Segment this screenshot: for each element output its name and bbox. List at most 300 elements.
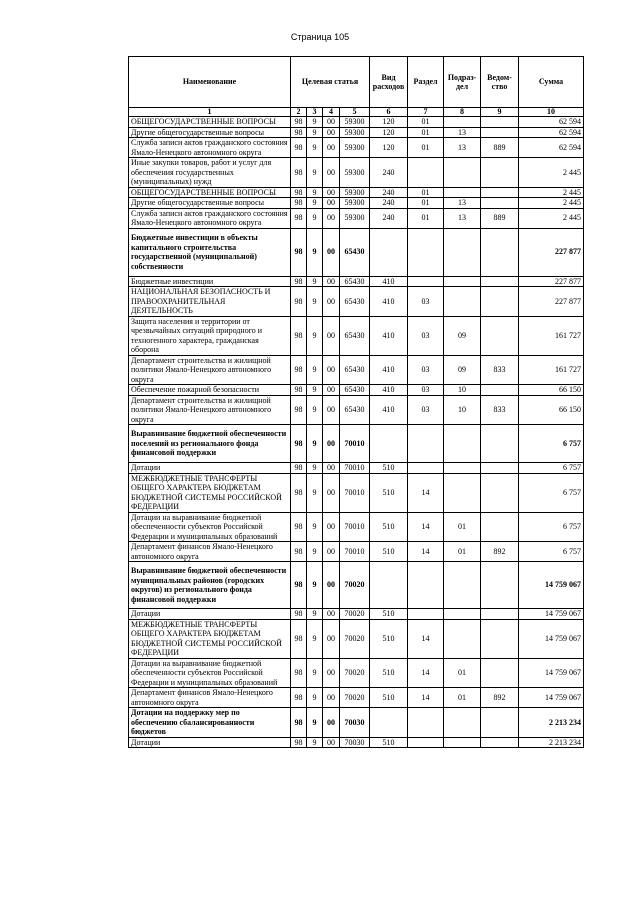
row-vedomstvo-cell (481, 473, 519, 512)
row-vid-cell (370, 425, 408, 463)
row-razdel-cell: 03 (408, 385, 444, 396)
page-number-label: Страница 105 (290, 32, 350, 42)
row-podrazdel-cell (444, 276, 481, 287)
header-name: Наименование (129, 57, 291, 108)
table-row (129, 425, 584, 463)
row-vid-cell (370, 708, 408, 738)
row-razdel-cell: 03 (408, 316, 444, 355)
row-code-cell: 98 (291, 198, 307, 209)
row-name-cell: Иные закупки товаров, работ и услуг для обеспечения государственных (муниципальных) нужд (129, 158, 291, 188)
table-row (129, 187, 584, 198)
row-code-cell: 00 (323, 316, 340, 355)
row-code-cell: 98 (291, 425, 307, 463)
row-code-cell: 98 (291, 187, 307, 198)
row-podrazdel-cell (444, 463, 481, 474)
row-sum-cell: 62 594 (519, 138, 584, 158)
row-code-cell: 9 (307, 708, 323, 738)
row-code-cell: 98 (291, 316, 307, 355)
row-code-cell: 70010 (340, 425, 370, 463)
row-razdel-cell: 01 (408, 187, 444, 198)
row-code-cell: 70010 (340, 512, 370, 542)
row-razdel-cell: 03 (408, 355, 444, 385)
header-row (129, 57, 584, 108)
row-code-cell: 70020 (340, 688, 370, 708)
row-code-cell: 00 (323, 463, 340, 474)
row-vid-cell: 410 (370, 355, 408, 385)
row-vid-cell: 410 (370, 385, 408, 396)
column-number: 9 (481, 108, 519, 117)
row-vid-cell: 410 (370, 276, 408, 287)
row-code-cell: 70010 (340, 473, 370, 512)
row-code-cell: 00 (323, 287, 340, 317)
row-razdel-cell (408, 158, 444, 188)
row-sum-cell: 6 757 (519, 512, 584, 542)
row-sum-cell: 227 877 (519, 287, 584, 317)
row-code-cell: 9 (307, 395, 323, 425)
row-vedomstvo-cell (481, 463, 519, 474)
row-name-cell: Дотации на выравнивание бюджетной обеспеченности субъектов Российской Федерации и муниципальных образований (129, 512, 291, 542)
row-sum-cell: 66 150 (519, 395, 584, 425)
header-podrazdel: Подраз-дел (444, 57, 481, 108)
row-name-cell: Выравнивание бюджетной обеспеченности поселений из регионального фонда финансовой поддержки (129, 425, 291, 463)
row-sum-cell: 2 445 (519, 158, 584, 188)
row-code-cell: 98 (291, 127, 307, 138)
row-podrazdel-cell (444, 228, 481, 276)
row-code-cell: 00 (323, 187, 340, 198)
row-code-cell: 70020 (340, 562, 370, 609)
table-row (129, 688, 584, 708)
row-vid-cell: 510 (370, 463, 408, 474)
row-name-cell: Бюджетные инвестиции (129, 276, 291, 287)
row-razdel-cell (408, 463, 444, 474)
row-vid-cell: 410 (370, 287, 408, 317)
row-podrazdel-cell: 01 (444, 688, 481, 708)
row-code-cell: 00 (323, 385, 340, 396)
row-razdel-cell (408, 708, 444, 738)
table-row (129, 208, 584, 228)
row-sum-cell: 14 759 067 (519, 619, 584, 658)
row-code-cell: 65430 (340, 395, 370, 425)
column-number: 8 (444, 108, 481, 117)
row-code-cell: 98 (291, 287, 307, 317)
row-podrazdel-cell: 10 (444, 385, 481, 396)
header-vid: Вид расходов (370, 57, 408, 108)
row-code-cell: 59300 (340, 117, 370, 128)
row-vedomstvo-cell: 892 (481, 688, 519, 708)
row-razdel-cell (408, 228, 444, 276)
row-code-cell: 00 (323, 228, 340, 276)
row-sum-cell: 161 727 (519, 355, 584, 385)
row-code-cell: 9 (307, 658, 323, 688)
row-code-cell: 00 (323, 117, 340, 128)
row-sum-cell: 66 150 (519, 385, 584, 396)
row-sum-cell: 14 759 067 (519, 562, 584, 609)
row-podrazdel-cell (444, 187, 481, 198)
row-podrazdel-cell: 13 (444, 208, 481, 228)
row-code-cell: 70030 (340, 708, 370, 738)
row-code-cell: 70020 (340, 609, 370, 620)
row-name-cell: Департамент финансов Ямало-Ненецкого автономного округа (129, 542, 291, 562)
row-name-cell: Служба записи актов гражданского состояния Ямало-Ненецкого автономного округа (129, 138, 291, 158)
row-name-cell: ОБЩЕГОСУДАРСТВЕННЫЕ ВОПРОСЫ (129, 117, 291, 128)
row-code-cell: 00 (323, 562, 340, 609)
table-row (129, 117, 584, 128)
row-code-cell: 70020 (340, 658, 370, 688)
row-vedomstvo-cell (481, 385, 519, 396)
row-razdel-cell: 14 (408, 512, 444, 542)
row-code-cell: 98 (291, 658, 307, 688)
row-vid-cell: 240 (370, 208, 408, 228)
row-code-cell: 9 (307, 158, 323, 188)
row-vedomstvo-cell (481, 619, 519, 658)
row-code-cell: 9 (307, 512, 323, 542)
column-number: 6 (370, 108, 408, 117)
table-row (129, 512, 584, 542)
row-code-cell: 9 (307, 385, 323, 396)
header-razdel: Раздел (408, 57, 444, 108)
row-code-cell: 00 (323, 208, 340, 228)
row-name-cell: Дотации (129, 609, 291, 620)
table-row (129, 127, 584, 138)
row-code-cell: 9 (307, 355, 323, 385)
row-name-cell: Дотации (129, 463, 291, 474)
table-row (129, 198, 584, 209)
row-podrazdel-cell (444, 425, 481, 463)
row-razdel-cell: 01 (408, 138, 444, 158)
header-target: Целевая статья (291, 57, 370, 108)
row-code-cell: 9 (307, 187, 323, 198)
table-row (129, 619, 584, 658)
row-sum-cell: 14 759 067 (519, 688, 584, 708)
row-code-cell: 00 (323, 619, 340, 658)
row-code-cell: 00 (323, 425, 340, 463)
row-code-cell: 59300 (340, 187, 370, 198)
row-razdel-cell: 01 (408, 127, 444, 138)
column-number: 10 (519, 108, 584, 117)
row-podrazdel-cell: 09 (444, 355, 481, 385)
column-number: 7 (408, 108, 444, 117)
row-podrazdel-cell: 09 (444, 316, 481, 355)
row-code-cell: 98 (291, 562, 307, 609)
row-code-cell: 9 (307, 619, 323, 658)
row-code-cell: 00 (323, 658, 340, 688)
row-code-cell: 59300 (340, 198, 370, 209)
row-name-cell: Департамент финансов Ямало-Ненецкого автономного округа (129, 688, 291, 708)
row-code-cell: 65430 (340, 228, 370, 276)
row-sum-cell: 2 445 (519, 187, 584, 198)
row-sum-cell: 6 757 (519, 473, 584, 512)
row-code-cell: 9 (307, 276, 323, 287)
row-code-cell: 98 (291, 395, 307, 425)
row-vid-cell: 120 (370, 138, 408, 158)
table-row (129, 158, 584, 188)
row-vid-cell: 240 (370, 187, 408, 198)
row-name-cell: МЕЖБЮДЖЕТНЫЕ ТРАНСФЕРТЫ ОБЩЕГО ХАРАКТЕРА БЮДЖЕТАМ БЮДЖЕТНОЙ СИСТЕМЫ РОССИЙСКОЙ ФЕДЕРАЦИИ (129, 473, 291, 512)
row-razdel-cell: 01 (408, 117, 444, 128)
row-code-cell: 98 (291, 355, 307, 385)
row-podrazdel-cell: 10 (444, 395, 481, 425)
row-name-cell: Другие общегосударственные вопросы (129, 198, 291, 209)
row-vedomstvo-cell (481, 316, 519, 355)
row-vid-cell: 120 (370, 117, 408, 128)
row-sum-cell: 2 445 (519, 208, 584, 228)
row-name-cell: Защита населения и территории от чрезвычайных ситуаций природного и техногенного характера, гражданская оборона (129, 316, 291, 355)
row-name-cell: МЕЖБЮДЖЕТНЫЕ ТРАНСФЕРТЫ ОБЩЕГО ХАРАКТЕРА БЮДЖЕТАМ БЮДЖЕТНОЙ СИСТЕМЫ РОССИЙСКОЙ ФЕДЕРАЦИИ (129, 619, 291, 658)
row-code-cell: 9 (307, 287, 323, 317)
row-code-cell: 00 (323, 276, 340, 287)
row-sum-cell: 2 213 234 (519, 708, 584, 738)
row-podrazdel-cell (444, 117, 481, 128)
table-row (129, 542, 584, 562)
row-code-cell: 98 (291, 228, 307, 276)
row-razdel-cell (408, 737, 444, 748)
row-vedomstvo-cell (481, 737, 519, 748)
row-razdel-cell: 14 (408, 473, 444, 512)
row-code-cell: 9 (307, 562, 323, 609)
row-code-cell: 9 (307, 316, 323, 355)
row-razdel-cell: 14 (408, 619, 444, 658)
row-podrazdel-cell (444, 562, 481, 609)
row-code-cell: 00 (323, 688, 340, 708)
budget-table (128, 56, 584, 748)
row-vedomstvo-cell: 833 (481, 355, 519, 385)
row-razdel-cell (408, 276, 444, 287)
row-name-cell: Департамент строительства и жилищной политики Ямало-Ненецкого автономного округа (129, 395, 291, 425)
row-code-cell: 9 (307, 208, 323, 228)
row-vedomstvo-cell (481, 198, 519, 209)
row-name-cell: Дотации (129, 737, 291, 748)
row-code-cell: 98 (291, 708, 307, 738)
row-code-cell: 00 (323, 473, 340, 512)
row-name-cell: Другие общегосударственные вопросы (129, 127, 291, 138)
table-row (129, 287, 584, 317)
column-number: 5 (340, 108, 370, 117)
row-sum-cell: 6 757 (519, 425, 584, 463)
row-vid-cell (370, 228, 408, 276)
row-sum-cell: 2 213 234 (519, 737, 584, 748)
row-code-cell: 9 (307, 425, 323, 463)
table-row (129, 658, 584, 688)
row-razdel-cell: 14 (408, 658, 444, 688)
row-vid-cell: 120 (370, 127, 408, 138)
table-row (129, 463, 584, 474)
row-sum-cell: 6 757 (519, 463, 584, 474)
row-code-cell: 00 (323, 708, 340, 738)
table-row (129, 138, 584, 158)
row-razdel-cell (408, 425, 444, 463)
row-code-cell: 70030 (340, 737, 370, 748)
row-razdel-cell: 03 (408, 395, 444, 425)
header-summa: Сумма (519, 57, 584, 108)
row-code-cell: 00 (323, 158, 340, 188)
row-vedomstvo-cell (481, 609, 519, 620)
row-code-cell: 98 (291, 158, 307, 188)
row-vedomstvo-cell: 892 (481, 542, 519, 562)
row-vid-cell: 240 (370, 158, 408, 188)
row-code-cell: 9 (307, 542, 323, 562)
row-code-cell: 9 (307, 138, 323, 158)
table-row (129, 562, 584, 609)
row-name-cell: Департамент строительства и жилищной политики Ямало-Ненецкого автономного округа (129, 355, 291, 385)
row-code-cell: 9 (307, 117, 323, 128)
row-razdel-cell (408, 562, 444, 609)
row-code-cell: 00 (323, 542, 340, 562)
row-code-cell: 9 (307, 609, 323, 620)
row-podrazdel-cell: 13 (444, 138, 481, 158)
row-name-cell: Дотации на поддержку мер по обеспечению сбалансированности бюджетов (129, 708, 291, 738)
row-podrazdel-cell (444, 609, 481, 620)
row-podrazdel-cell (444, 158, 481, 188)
row-vedomstvo-cell (481, 158, 519, 188)
row-vedomstvo-cell (481, 228, 519, 276)
row-code-cell: 59300 (340, 127, 370, 138)
row-podrazdel-cell (444, 473, 481, 512)
row-podrazdel-cell: 01 (444, 542, 481, 562)
row-code-cell: 98 (291, 117, 307, 128)
row-sum-cell: 14 759 067 (519, 658, 584, 688)
row-sum-cell: 62 594 (519, 127, 584, 138)
row-code-cell: 98 (291, 688, 307, 708)
row-vid-cell: 240 (370, 198, 408, 209)
row-name-cell: Служба записи актов гражданского состояния Ямало-Ненецкого автономного округа (129, 208, 291, 228)
row-code-cell: 59300 (340, 158, 370, 188)
row-code-cell: 00 (323, 395, 340, 425)
row-sum-cell: 2 445 (519, 198, 584, 209)
table-row (129, 395, 584, 425)
row-razdel-cell (408, 609, 444, 620)
row-podrazdel-cell: 13 (444, 198, 481, 209)
table-row (129, 316, 584, 355)
row-podrazdel-cell (444, 708, 481, 738)
row-vid-cell: 510 (370, 473, 408, 512)
row-code-cell: 98 (291, 542, 307, 562)
row-vid-cell: 510 (370, 542, 408, 562)
row-code-cell: 98 (291, 463, 307, 474)
row-code-cell: 9 (307, 463, 323, 474)
row-podrazdel-cell: 01 (444, 658, 481, 688)
row-sum-cell: 227 877 (519, 276, 584, 287)
row-vedomstvo-cell (481, 117, 519, 128)
column-number-row (129, 108, 584, 117)
row-razdel-cell: 01 (408, 208, 444, 228)
row-code-cell: 9 (307, 198, 323, 209)
row-code-cell: 70010 (340, 463, 370, 474)
row-name-cell: ОБЩЕГОСУДАРСТВЕННЫЕ ВОПРОСЫ (129, 187, 291, 198)
row-vedomstvo-cell: 889 (481, 138, 519, 158)
row-code-cell: 65430 (340, 276, 370, 287)
row-vedomstvo-cell (481, 287, 519, 317)
table-row (129, 355, 584, 385)
row-code-cell: 9 (307, 127, 323, 138)
row-code-cell: 00 (323, 609, 340, 620)
row-code-cell: 98 (291, 609, 307, 620)
row-code-cell: 65430 (340, 385, 370, 396)
row-vid-cell: 410 (370, 316, 408, 355)
row-sum-cell: 227 877 (519, 228, 584, 276)
table-row (129, 708, 584, 738)
row-sum-cell: 14 759 067 (519, 609, 584, 620)
row-vedomstvo-cell (481, 425, 519, 463)
row-podrazdel-cell: 13 (444, 127, 481, 138)
row-code-cell: 00 (323, 737, 340, 748)
row-code-cell: 65430 (340, 355, 370, 385)
row-vedomstvo-cell (481, 187, 519, 198)
row-code-cell: 00 (323, 512, 340, 542)
column-number: 4 (323, 108, 340, 117)
column-number: 2 (291, 108, 307, 117)
row-vid-cell: 510 (370, 688, 408, 708)
row-sum-cell: 62 594 (519, 117, 584, 128)
row-vid-cell: 510 (370, 658, 408, 688)
row-vid-cell: 410 (370, 395, 408, 425)
table-row (129, 385, 584, 396)
row-code-cell: 9 (307, 688, 323, 708)
row-vedomstvo-cell (481, 708, 519, 738)
row-vid-cell: 510 (370, 737, 408, 748)
table-row (129, 473, 584, 512)
row-vedomstvo-cell: 889 (481, 208, 519, 228)
row-razdel-cell: 01 (408, 198, 444, 209)
row-podrazdel-cell (444, 287, 481, 317)
row-code-cell: 98 (291, 473, 307, 512)
row-name-cell: Дотации на выравнивание бюджетной обеспеченности субъектов Российской Федерации и муниципальных образований (129, 658, 291, 688)
row-code-cell: 00 (323, 138, 340, 158)
budget-table-body (129, 117, 584, 748)
row-vedomstvo-cell (481, 276, 519, 287)
row-code-cell: 59300 (340, 208, 370, 228)
table-row (129, 737, 584, 748)
row-vid-cell: 510 (370, 609, 408, 620)
row-vedomstvo-cell (481, 562, 519, 609)
row-code-cell: 70010 (340, 542, 370, 562)
column-number: 1 (129, 108, 291, 117)
header-vedomstvo: Ведом-ство (481, 57, 519, 108)
row-name-cell: Выравнивание бюджетной обеспеченности муниципальных районов (городских округов) из регионального фонда финансовой поддержки (129, 562, 291, 609)
row-code-cell: 65430 (340, 316, 370, 355)
row-code-cell: 00 (323, 127, 340, 138)
row-code-cell: 9 (307, 737, 323, 748)
row-code-cell: 98 (291, 208, 307, 228)
row-vedomstvo-cell: 833 (481, 395, 519, 425)
row-code-cell: 9 (307, 473, 323, 512)
row-vid-cell (370, 562, 408, 609)
row-code-cell: 9 (307, 228, 323, 276)
row-razdel-cell: 14 (408, 542, 444, 562)
row-code-cell: 98 (291, 512, 307, 542)
row-code-cell: 59300 (340, 138, 370, 158)
row-vedomstvo-cell (481, 658, 519, 688)
row-code-cell: 98 (291, 619, 307, 658)
row-razdel-cell: 14 (408, 688, 444, 708)
row-vedomstvo-cell (481, 127, 519, 138)
row-code-cell: 98 (291, 385, 307, 396)
row-code-cell: 00 (323, 355, 340, 385)
table-row (129, 276, 584, 287)
row-razdel-cell: 03 (408, 287, 444, 317)
row-sum-cell: 6 757 (519, 542, 584, 562)
row-name-cell: Бюджетные инвестиции в объекты капитального строительства государственной (муниципальной) собственности (129, 228, 291, 276)
row-code-cell: 65430 (340, 287, 370, 317)
row-name-cell: Обеспечение пожарной безопасности (129, 385, 291, 396)
row-code-cell: 98 (291, 276, 307, 287)
row-code-cell: 98 (291, 737, 307, 748)
row-vid-cell: 510 (370, 512, 408, 542)
row-code-cell: 00 (323, 198, 340, 209)
row-name-cell: НАЦИОНАЛЬНАЯ БЕЗОПАСНОСТЬ И ПРАВООХРАНИТЕЛЬНАЯ ДЕЯТЕЛЬНОСТЬ (129, 287, 291, 317)
table-row (129, 609, 584, 620)
column-number: 3 (307, 108, 323, 117)
row-code-cell: 70020 (340, 619, 370, 658)
